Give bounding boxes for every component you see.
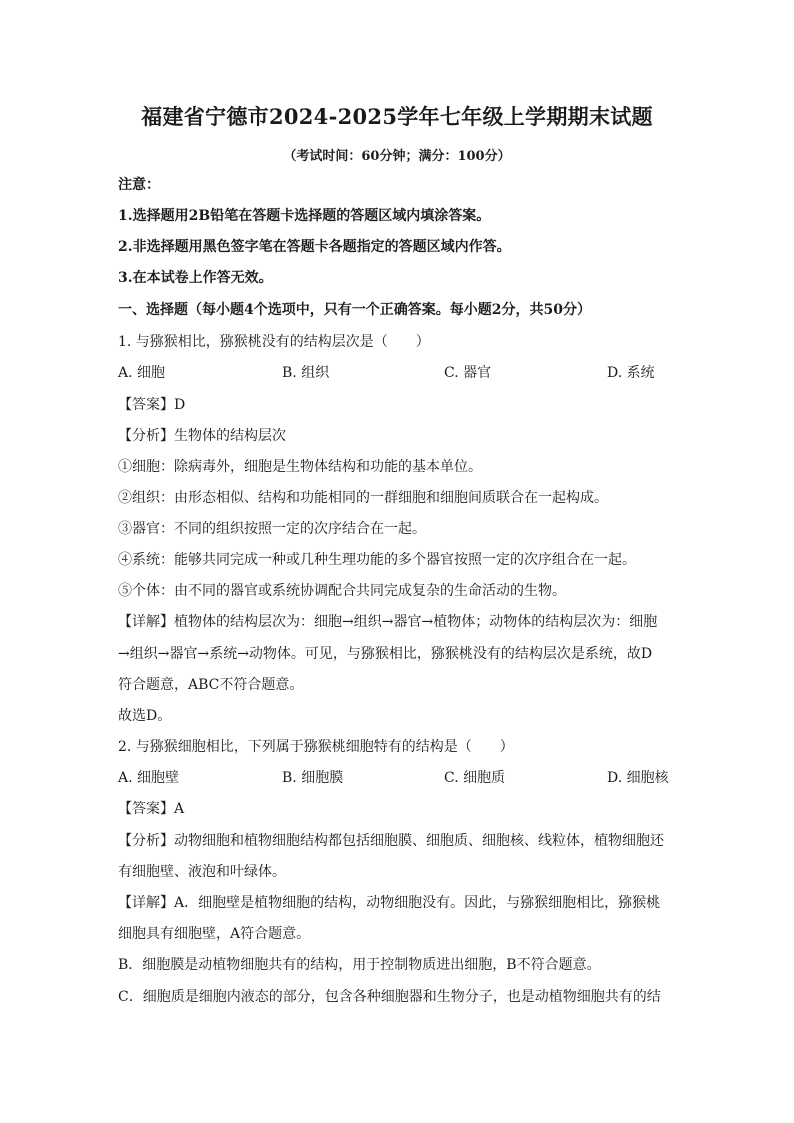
section-heading: 一、选择题（每小题4个选项中，只有一个正确答案。每小题2分，共50分） (118, 302, 591, 318)
q1-option-b: B. 组织 (282, 365, 330, 381)
notice-item: 2.非选择题用黑色签字笔在答题卡各题指定的答题区域内作答。 (118, 239, 511, 255)
q1-point: ④系统：能够共同完成一种或几种生理功能的多个器官按照一定的次序组合在一起。 (118, 552, 636, 568)
q1-point: ②组织：由形态相似、结构和功能相同的一群细胞和细胞间质联合在一起构成。 (118, 490, 608, 506)
q1-analysis: 【分析】生物体的结构层次 (118, 428, 286, 444)
q2-detail: C．细胞质是细胞内液态的部分，包含各种细胞器和生物分子，也是动植物细胞共有的结 (118, 989, 661, 1005)
q1-detail: 【详解】植物体的结构层次为：细胞→组织→器官→植物体；动物体的结构层次为：细胞 (118, 614, 658, 630)
q2-detail: 细胞具有细胞壁，A符合题意。 (118, 926, 311, 942)
q1-point: ①细胞：除病毒外，细胞是生物体结构和功能的基本单位。 (118, 459, 482, 475)
q1-answer: 【答案】D (118, 397, 186, 413)
q2-detail: B．细胞膜是动植物细胞共有的结构，用于控制物质进出细胞，B不符合题意。 (118, 957, 601, 973)
q1-option-d: D. 系统 (607, 365, 655, 381)
question-1-stem: 1. 与猕猴相比，猕猴桃没有的结构层次是（ ） (118, 334, 430, 350)
question-2-stem: 2. 与猕猴细胞相比，下列属于猕猴桃细胞特有的结构是（ ） (118, 739, 514, 755)
notice-item: 1.选择题用2B铅笔在答题卡选择题的答题区域内填涂答案。 (118, 208, 491, 224)
q1-point: ⑤个体：由不同的器官或系统协调配合共同完成复杂的生命活动的生物。 (118, 583, 566, 599)
q1-option-a: A. 细胞 (118, 365, 166, 381)
q1-detail: →组织→器官→系统→动物体。可见，与猕猴相比，猕猴桃没有的结构层次是系统，故D (118, 646, 653, 662)
q2-analysis: 有细胞壁、液泡和叶绿体。 (118, 864, 286, 880)
q1-detail: 符合题意，ABC不符合题意。 (118, 677, 304, 693)
q1-point: ③器官：不同的组织按照一定的次序结合在一起。 (118, 521, 426, 537)
q2-detail: 【详解】A．细胞壁是植物细胞的结构，动物细胞没有。因此，与猕猴细胞相比，猕猴桃 (118, 895, 661, 911)
notice-heading: 注意： (118, 177, 160, 193)
page-title: 福建省宁德市2024-2025学年七年级上学期期末试题 (141, 104, 653, 129)
q2-answer: 【答案】A (118, 801, 185, 817)
exam-info: （考试时间：60分钟；满分：100分） (283, 149, 511, 164)
q2-option-c: C. 细胞质 (444, 770, 506, 786)
q2-option-d: D. 细胞核 (607, 770, 669, 786)
notice-item: 3.在本试卷上作答无效。 (118, 270, 273, 286)
q2-analysis: 【分析】动物细胞和植物细胞结构都包括细胞膜、细胞质、细胞核、线粒体，植物细胞还 (118, 833, 664, 849)
q1-option-c: C. 器官 (444, 365, 492, 381)
q2-option-b: B. 细胞膜 (282, 770, 344, 786)
q1-conclusion: 故选D。 (118, 708, 172, 724)
q2-option-a: A. 细胞壁 (118, 770, 180, 786)
